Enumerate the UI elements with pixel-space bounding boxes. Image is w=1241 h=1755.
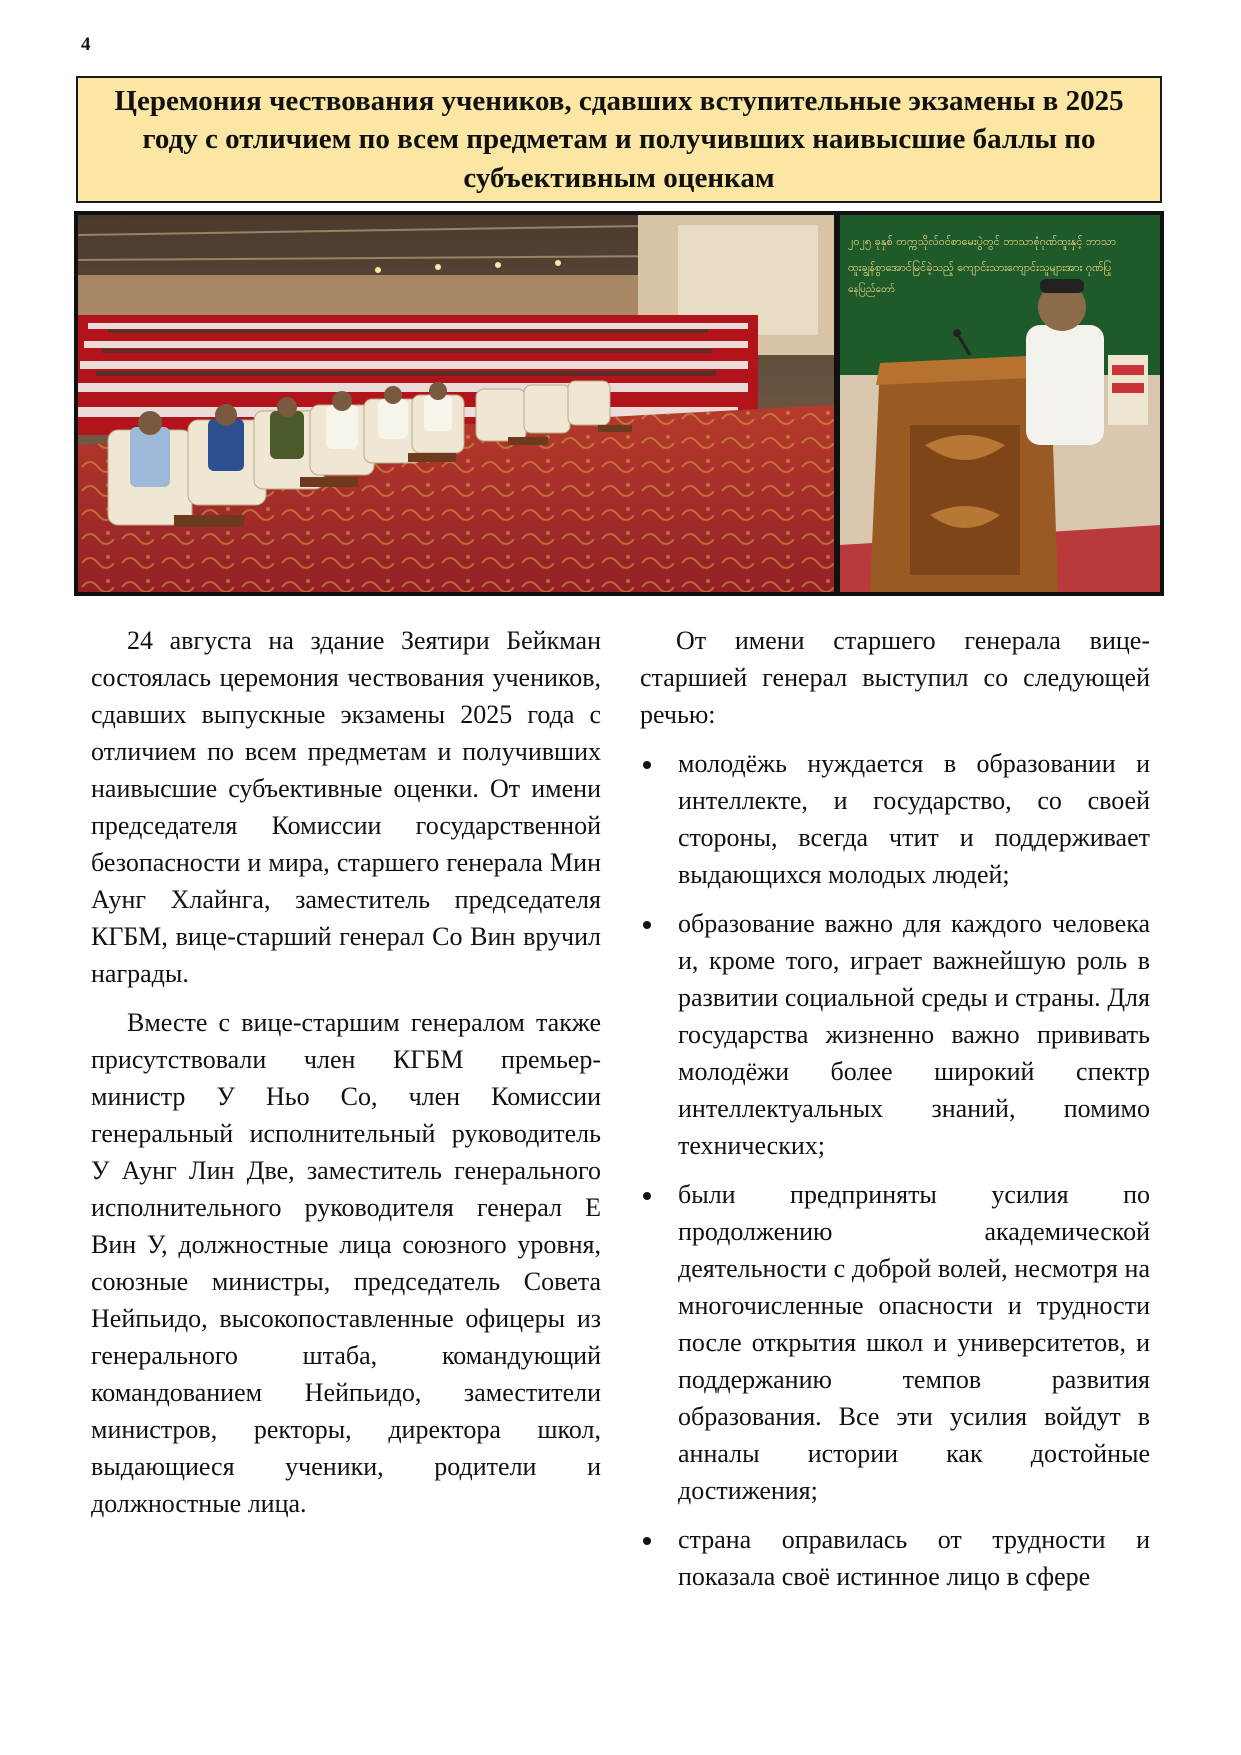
auditorium-photo-image (78, 215, 834, 592)
speaker-podium-photo (840, 215, 1160, 592)
bullet-icon (643, 1192, 651, 1200)
list-item-text: молодёжь нуждается в образовании и интеллекте, и государство, со своей стороны, всегда чтит и поддерживает выдающихся молодых людей; (678, 749, 1150, 889)
photo-banner-line-2: ထူးချွန်စွာအောင်မြင်ခဲ့သည့် ကျောင်းသားကျောင်းသူများအား ဂုဏ်ပြု (848, 261, 1112, 274)
right-column (640, 622, 1150, 1607)
left-column (91, 622, 601, 1534)
bullet-icon (643, 1537, 651, 1545)
page-number: 4 (81, 34, 91, 55)
paragraph: Вместе с вице-старшим генералом также присутствовали член КГБМ премьер-министр У Ньо Со, член Комиссии генеральный исполнительный руководитель У Аунг Лин Две, заместитель генерального исполнительного руководителя генерал Е Вин У, должностные лица союзного уровня, союзные министры, председатель Совета Нейпьидо, высокопоставленные офицеры из генерального штаба, командующий командованием Нейпьидо, заместители министров, ректоры, директора школ, выдающиеся ученики, родители и должностные лица. (91, 1008, 601, 1518)
article-title: Церемония чествования учеников, сдавших вступительные экзамены в 2025 году с отличием по всем предметам и получивших наивысшие баллы по субъективным оценкам (114, 85, 1124, 194)
auditorium-photo (78, 215, 834, 592)
photo-strip (74, 211, 1164, 596)
list-item-text: были предприняты усилия по продолжению академической деятельности с доброй волей, несмотря на многочисленные опасности и трудности после открытия школ и университетов, и поддержанию темпов развития образования. Все эти усилия войдут в анналы истории как достойные достижения; (678, 1180, 1150, 1505)
list-item-text: образование важно для каждого человека и, кроме того, играет важнейшую роль в развитии социальной среды и страны. Для государства жизненно важно прививать молодёжи более широкий спектр интеллектуальных знаний, помимо технических; (678, 909, 1150, 1160)
bullet-icon (643, 761, 651, 769)
photo-banner-line-3: နေပြည်တော် (848, 284, 895, 295)
speech-intro: От имени старшего генерала вице-старшией генерал выступил со следующей речью: (640, 626, 1150, 729)
photo-banner-line-1: ၂၀၂၅ ခုနှစ် တက္ကသိုလ်ဝင်စာမေးပွဲတွင် ဘာသာစုံဂုဏ်ထူးနှင့် ဘာသာ (848, 235, 1117, 248)
speech-bullet-list (640, 745, 1150, 1595)
list-item (640, 1176, 1150, 1509)
list-item (640, 745, 1150, 893)
paragraph: 24 августа на здание Зеятири Бейкман состоялась церемония чествования учеников, сдавших выпускные экзамены 2025 года с отличием по всем предметам и получивших наивысшие субъективные оценки. От имени председателя Комиссии государственной безопасности и мира, старшего генерала Мин Аунг Хлайнга, заместитель председателя КГБМ, вице-старший генерал Со Вин вручил награды. (91, 626, 601, 988)
list-item-text: страна оправилась от трудности и показала своё истинное лицо в сфере (678, 1525, 1150, 1591)
bullet-icon (643, 921, 651, 929)
list-item (640, 1521, 1150, 1595)
article-title-box (76, 76, 1162, 203)
list-item (640, 905, 1150, 1164)
